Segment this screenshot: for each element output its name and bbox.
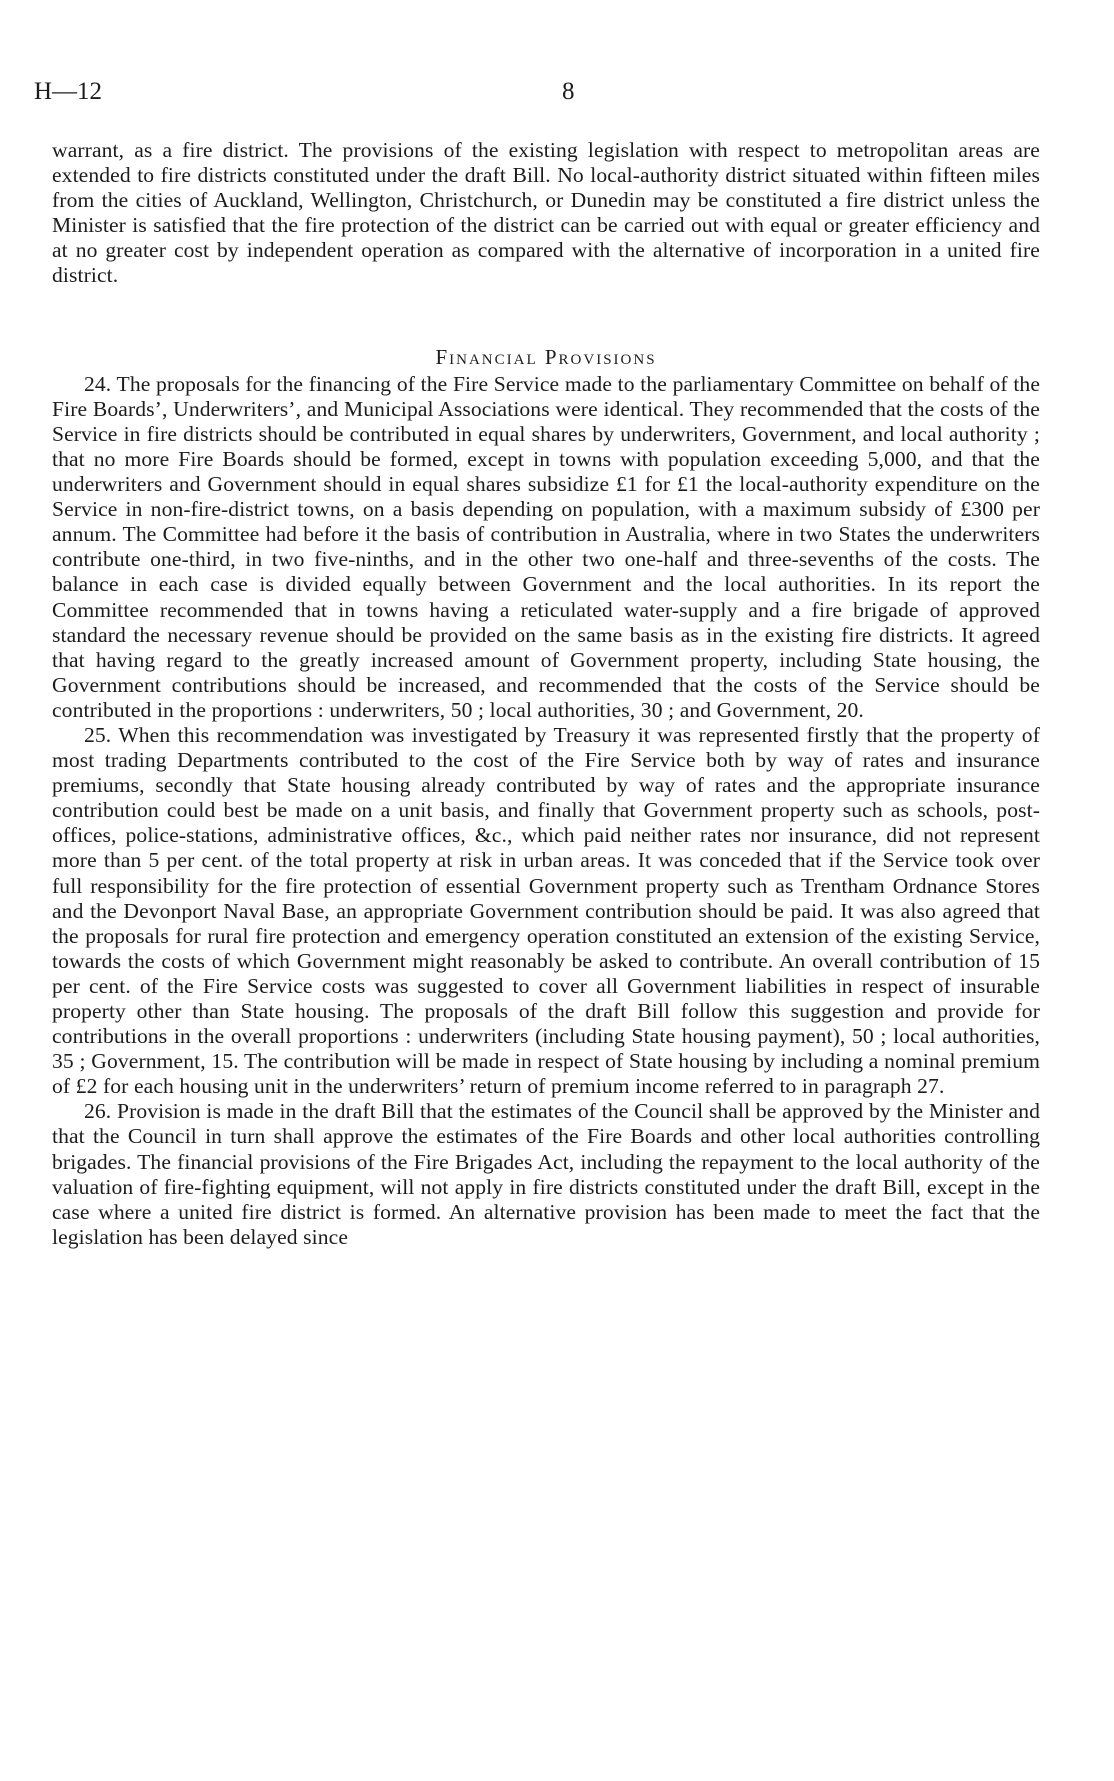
document-reference: H—12 [34, 78, 103, 105]
document-body [52, 138, 1040, 1250]
page-header [34, 78, 1080, 108]
section-heading: Financial Provisions [435, 344, 657, 369]
page-number: 8 [562, 78, 575, 105]
continued-paragraph: warrant, as a fire district. The provisions of the existing legislation with respect to metropolitan areas are extended to fire districts constituted under the draft Bill. No local-authority district situated within fifteen miles from the cities of Auckland, Wellington, Christchurch, or Dunedin may be constituted a fire district unless the Minister is satisfied that the fire protection of the district can be carried out with equal or greater efficiency and at no greater cost by independent operation as compared with the alternative of incorporation in a united fire district. [52, 138, 1040, 288]
paragraph-25: 25. When this recommendation was investigated by Treasury it was represented firstly that the property of most trading Departments contributed to the cost of the Fire Service both by way of rates and insurance premiums, secondly that State housing already contributed by way of rates and the appropriate insurance contribution could best be made on a unit basis, and finally that Government property such as schools, post-offices, police-stations, administrative offices, &c., which paid neither rates nor insurance, did not represent more than 5 per cent. of the total property at risk in urban areas. It was conceded that if the Service took over full responsibility for the fire protection of essential Government property such as Trentham Ordnance Stores and the Devonport Naval Base, an appropriate Government contribution should be paid. It was also agreed that the proposals for rural fire protection and emergency operation constituted an extension of the existing Service, towards the costs of which Government might reasonably be asked to contribute. An overall contribution of 15 per cent. of the Fire Service costs was suggested to cover all Government liabilities in respect of insurable property other than State housing. The proposals of the draft Bill follow this suggestion and provide for contributions in the overall proportions : underwriters (including State housing payment), 50 ; local authorities, 35 ; Government, 15. The contribution will be made in respect of State housing by including a nominal premium of £2 for each housing unit in the underwriters’ return of premium income referred to in paragraph 27. [52, 722, 1040, 1099]
paragraph-26: 26. Provision is made in the draft Bill that the estimates of the Council shall be approved by the Minister and that the Council in turn shall approve the estimates of the Fire Boards and other local authorities controlling brigades. The financial provisions of the Fire Brigades Act, including the repayment to the local authority of the valuation of fire-fighting equipment, will not apply in fire districts constituted under the draft Bill, except in the case where a united fire district is formed. An alternative provision has been made to meet the fact that the legislation has been delayed since [52, 1099, 1040, 1249]
paragraph-24: 24. The proposals for the financing of the Fire Service made to the parliamentary Committee on behalf of the Fire Boards’, Underwriters’, and Municipal Associations were identical. They recommended that the costs of the Service in fire districts should be contributed in equal shares by underwriters, Government, and local authority ; that no more Fire Boards should be formed, except in towns with population exceeding 5,000, and that the underwriters and Government should in equal shares subsidize £1 for £1 the local-authority expenditure on the Service in non-fire-district towns, on a basis depending on population, with a maximum subsidy of £300 per annum. The Committee had before it the basis of contribution in Australia, where in two States the underwriters contribute one-third, in two five-ninths, and in the other two one-half and three-sevenths of the costs. The balance in each case is divided equally between Government and the local authorities. In its report the Committee recommended that in towns having a reticulated water-supply and a fire brigade of approved standard the necessary revenue should be provided on the same basis as in the existing fire districts. It agreed that having regard to the greatly increased amount of Government property, including State housing, the Government contributions should be increased, and recommended that the costs of the Service should be contributed in the proportions : underwriters, 50 ; local authorities, 30 ; and Government, 20. [52, 371, 1040, 722]
